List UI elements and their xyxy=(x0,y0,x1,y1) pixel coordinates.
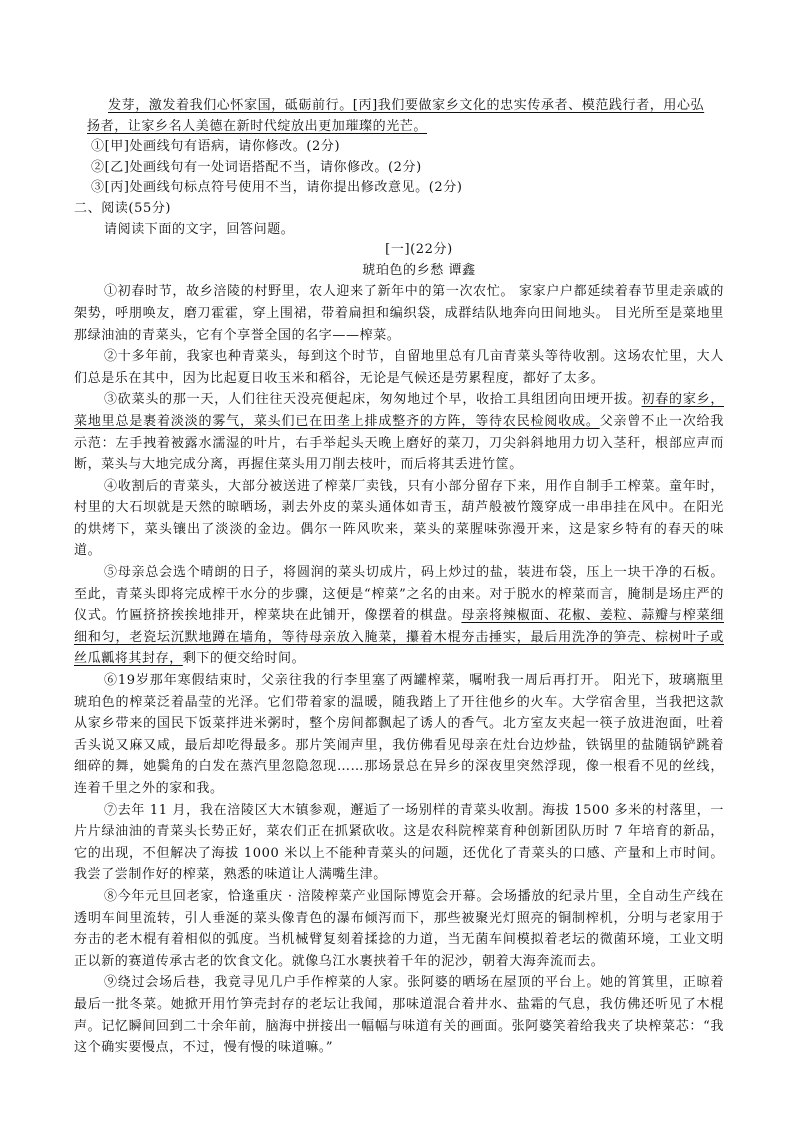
question-2: ②[乙]处画线句有一处词语搭配不当，请你修改。(2分) xyxy=(91,159,422,175)
paragraph-9: ⑨绕过会场后巷，我竟寻见几户手作榨菜的人家。张阿婆的晒场在屋顶的平台上。她的筲箕里，正晾着最后一批冬菜。她掀开用竹笋壳封存的老坛让我闻，那味道混合着井水、盐霜的气息，我仿佛还听见了木棍声。记忆瞬间回到二十余年前，脑海中拼接出一幅幅与味道有关的画面。张阿婆笑着给我夹了块榨菜芯：“我这个确实要慢点，不过，慢有慢的味道嘛。” xyxy=(74,975,724,1056)
question-3: ③[丙]处画线句标点符号使用不当，请你提出修改意见。(2分) xyxy=(91,180,463,196)
paragraph-5-start: ⑤母亲总会选个晴朗的日子，将圆润的菜头切成片，码上炒过的盐，装进布袋，压上一块干净的石板。至此，青菜头即将完成榨干水分的步骤，这便是“榨菜”之名的由来。对于脱水的榨菜而言，腌制是场庄严的仪式。竹匾挤挤挨挨地排开，榨菜块在此铺开，像摆着的棋盘。 xyxy=(74,565,724,624)
paragraph-5-end: 剩下的便交给时间。 xyxy=(182,651,306,667)
intro-line-1: 发芽，激发着我们心怀家国，砥砺前行。[丙]我们要做家乡文化的忠实传承者、模范践行者，用心弘 xyxy=(108,98,705,113)
paragraph-3-start: ③砍菜头的那一天，人们往往天没亮便起床，匆匆地过个早，收拾工具组团向田埂开拔。 xyxy=(104,392,642,408)
reading-instruction: 请阅读下面的文字，回答问题。 xyxy=(104,221,295,237)
article-title: 琥珀色的乡愁 谭鑫 xyxy=(362,262,476,278)
paragraph-8: ⑧今年元旦回老家，恰逢重庆 · 涪陵榨菜产业国际博览会开幕。会场播放的纪录片里，全自动生产线在透明车间里流转，引人垂涎的菜头像青色的瀑布倾泻而下，那些被聚光灯照亮的铜制榨机，分明与老家用于夯击的老木棍有着相似的弧度。当机械臂复刻着揉捻的力道，当无菌车间模拟着老坛的微菌环境，工业文明正以新的赛道传承古老的饮食文化。就像乌江水裹挟着千年的泥沙，朝着大海奔流而去。 xyxy=(74,888,724,969)
paragraph-1: ①初春时节，故乡涪陵的村野里，农人迎来了新年中的第一次农忙。 家家户户都延续着春节里走亲戚的架势，呼朋唤友，磨刀霍霍，穿上围裙，带着扁担和编织袋，成群结队地奔向田间地头。 目光所至是菜地里那绿油油的青菜头，它有个享誉全国的名字——榨菜。 xyxy=(74,284,724,343)
paragraph-7: ⑦去年 11 月，我在涪陵区大木镇参观，邂逅了一场别样的青菜头收割。海拔 1500 多米的村落里，一片片绿油油的青菜头长势正好，菜农们正在抓紧砍收。这是农科院榨菜育种创新团队历时 7 年培育的新品，它的出现，不但解决了海拔 1000 米以上不能种青菜头的问题，还优化了青菜头的口感、产量和上市时间。我尝了尝制作好的榨菜，熟悉的味道让人满嘴生津。 xyxy=(74,802,724,883)
paragraph-5 xyxy=(74,562,724,670)
paragraph-3-end: 父亲曾不止一次给我示范：左手拽着被露水濡湿的叶片，右手举起头天晚上磨好的菜刀，刀尖斜斜地用力切入茎秆，根部应声而断，菜头与大地完成分离，再握住菜头用刀削去枝叶，而后将其丢进竹筐。 xyxy=(74,413,724,473)
paragraph-2: ②十多年前，我家也种青菜头，每到这个时节，自留地里总有几亩青菜头等待收割。这场农忙里，大人们总是乐在其中，因为比起夏日收玉米和稻谷，无论是气候还是劳累程度，都好了太多。 xyxy=(74,349,724,386)
part-label: [一](22分) xyxy=(385,242,453,258)
question-1: ①[甲]处画线句有语病，请你修改。(2分) xyxy=(91,139,341,155)
section-heading: 二、阅读(55分) xyxy=(74,200,172,216)
paragraph-5-underlined: 母亲将辣椒面、花椒、姜粒、蒜瓣与榨菜细细和匀，老瓷坛沉默地蹲在墙角，等待母亲放入腌菜，攥着木棍夯击捶实，最后用洗净的笋壳、棕树叶子或丝瓜瓤将其封存， xyxy=(74,608,724,667)
document-page xyxy=(74,96,724,1059)
paragraph-6: ⑥19岁那年寒假结束时，父亲往我的行李里塞了两罐榨菜，嘱咐我一周后再打开。 阳光下，玻璃瓶里琥珀色的榨菜泛着晶莹的光泽。它们带着家的温暖，随我踏上了开往他乡的火车。大学宿舍里，当我把这款从家乡带来的国民下饭菜拌进米粥时，整个房间都飘起了诱人的香气。北方室友夹起一筷子放进泡面，吐着舌头说又麻又咸，最后却吃得最多。那片笑闹声里，我仿佛看见母亲在灶台边炒盐，铁锅里的盐随锅铲跳着细碎的舞，她鬓角的白发在蒸汽里忽隐忽现……那场景总在异乡的深夜里突然浮现，像一根看不见的丝线，连着千里之外的家和我。 xyxy=(74,673,724,796)
intro-line-2: 扬者，让家乡名人美德在新时代绽放出更加璀璨的光芒。 xyxy=(87,118,428,134)
paragraph-4: ④收割后的青菜头，大部分被送进了榨菜厂卖钱，只有小部分留存下来，用作自制手工榨菜。童年时，村里的大石坝就是天然的晾晒场，剥去外皮的菜头通体如青玉，葫芦般被竹篾穿成一串串挂在风中。在阳光的烘烤下，菜头镶出了淡淡的金边。偶尔一阵风吹来，菜头的菜腥味弥漫开来，这是家乡特有的春天的味道。 xyxy=(74,478,724,559)
paragraph-3 xyxy=(74,389,724,475)
paragraph-3-underlined: 初春的家乡，菜地里总是裹着淡淡的雾气，菜头们已在田垄上排成整齐的方阵，等待农民检阅收成。 xyxy=(74,392,724,429)
